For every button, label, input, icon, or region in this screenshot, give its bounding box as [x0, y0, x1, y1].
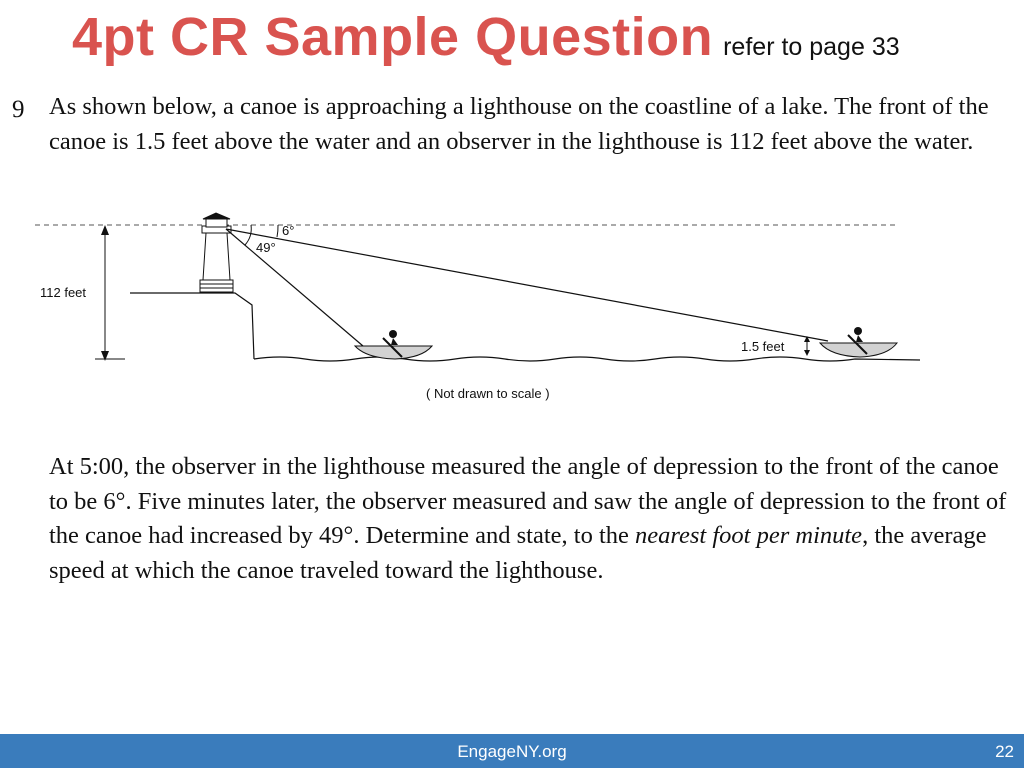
angle-arc-large [245, 225, 251, 245]
sight-line-far [226, 229, 828, 341]
page-number: 22 [995, 742, 1014, 761]
question-body-part2: , the average speed at which the canoe traveled toward the lighthouse. [49, 522, 987, 584]
slide-header [72, 6, 900, 68]
footer-site: EngageNY.org [457, 742, 567, 761]
canoe-far [820, 327, 897, 357]
lighthouse-diagram [30, 205, 930, 410]
height-label: 112 feet [40, 285, 87, 300]
question-intro: As shown below, a canoe is approaching a lighthouse on the coastline of a lake. The front of the canoe is 1.5 feet above the water and an observer in the lighthouse is 112 feet above the water. [49, 93, 989, 155]
slide-title: 4pt CR Sample Question [72, 7, 714, 67]
page-reference: refer to page 33 [723, 33, 900, 61]
canoe-height-label: 1.5 feet [741, 339, 785, 354]
height-arrow-top [101, 225, 109, 235]
angle-label-49: 49° [256, 240, 276, 255]
question-body [49, 450, 1014, 588]
sight-line-near [226, 229, 363, 346]
shoreline [130, 293, 254, 359]
water-line [254, 357, 920, 361]
question-body-part1: At 5:00, the observer in the lighthouse measured the angle of depression to the front of the canoe to be 6°. Five minutes later, the observer measured and saw the angle of depression to the front of the canoe had increased by 49°. Determine and state, to the [49, 453, 1007, 549]
angle-label-6: 6° [282, 223, 295, 238]
footer-bar [0, 734, 1024, 768]
canoe-near [355, 330, 432, 359]
diagram-caption: ( Not drawn to scale ) [426, 386, 550, 401]
angle-arc-small [277, 225, 278, 237]
question-body-emphasis: nearest foot per minute [635, 522, 863, 549]
question-number: 9 [12, 96, 25, 123]
